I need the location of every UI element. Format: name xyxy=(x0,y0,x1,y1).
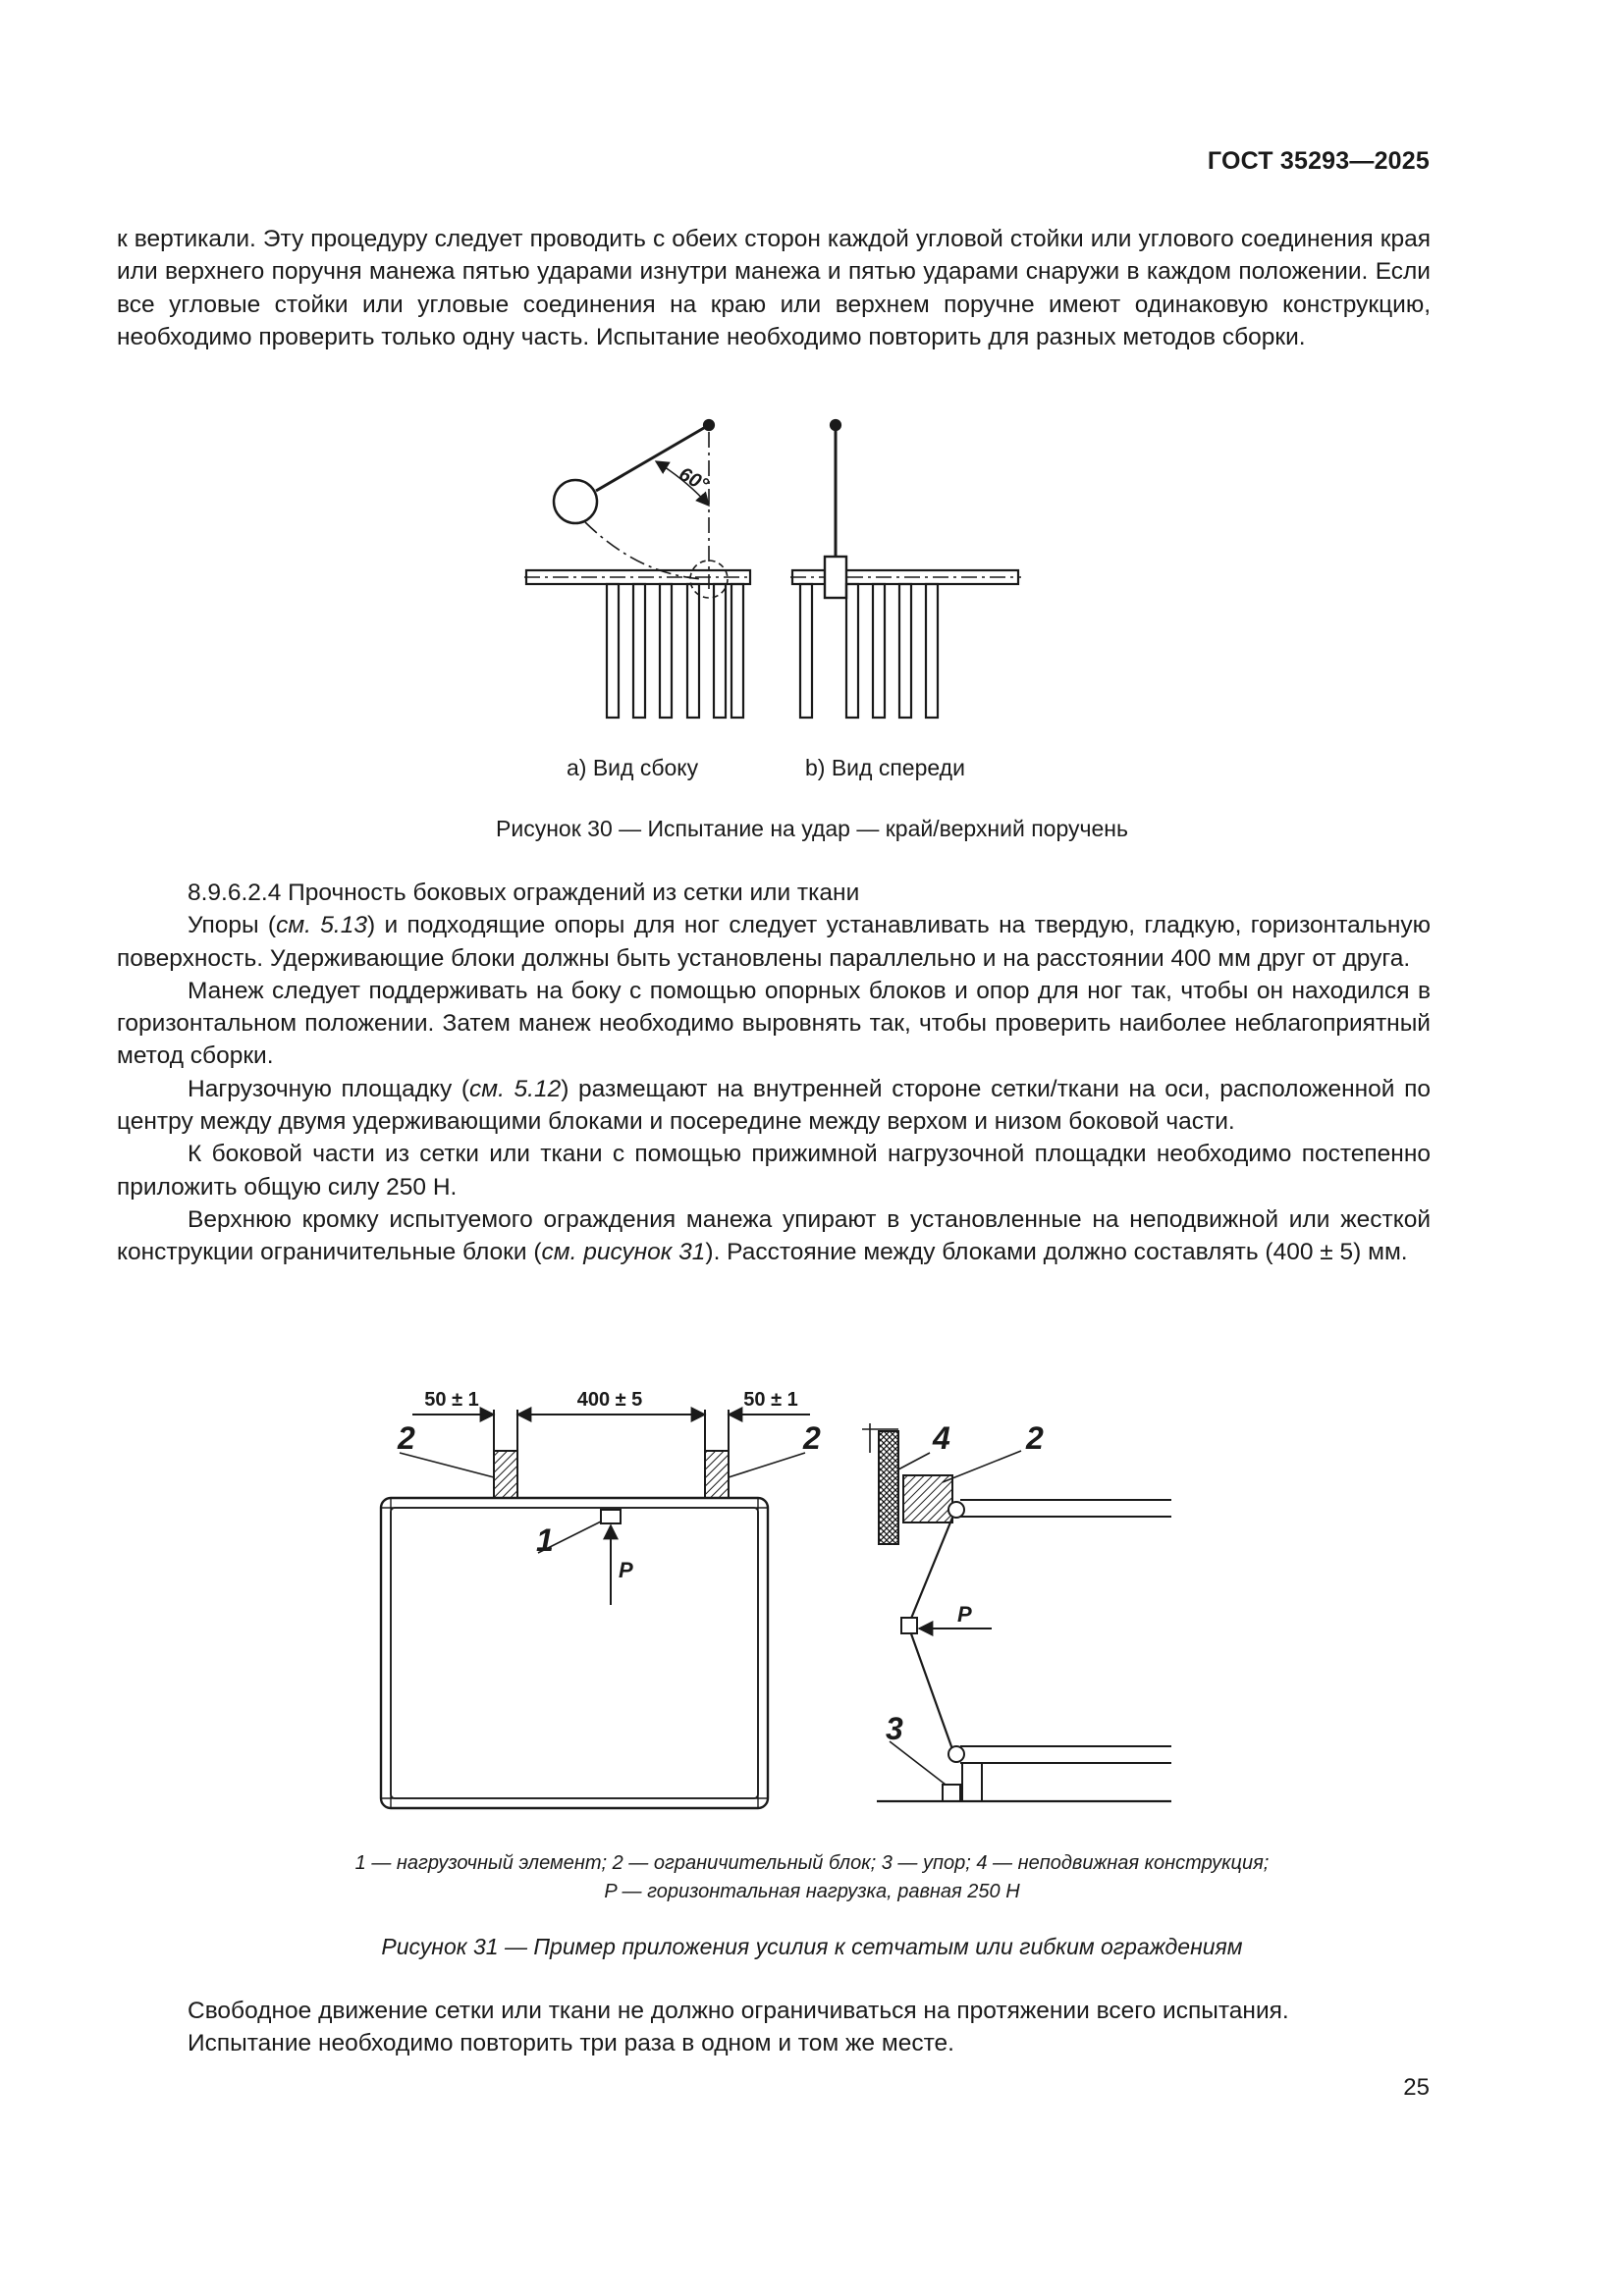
figure-30-subcaption-b: b) Вид спереди xyxy=(805,755,965,780)
legend-line-2: P — горизонтальная нагрузка, равная 250 Н xyxy=(604,1881,1020,1902)
figure-30-subcaption-a: a) Вид сбоку xyxy=(567,755,699,780)
callout-3: 3 xyxy=(886,1711,903,1746)
side-frame-outer xyxy=(381,1498,768,1808)
stop-block xyxy=(943,1785,960,1801)
dim-label-left: 50 ± 1 xyxy=(424,1389,479,1411)
section-body xyxy=(117,877,1431,1269)
angle-label: 60° xyxy=(675,462,712,497)
load-label-side: P xyxy=(957,1602,972,1627)
side-slats xyxy=(607,584,743,718)
paragraph-supports: Упоры (см. 5.13) и подходящие опоры для ног следует устанавливать на твердую, гладкую, горизонтальную поверхность. Удерживающие блоки должны быть установлены параллельно и на расстоянии 400 мм друг от друга. xyxy=(117,912,1431,972)
load-element-side xyxy=(901,1618,917,1633)
upper-hinge xyxy=(948,1502,964,1518)
paragraph-force: К боковой части из сетки или ткани с помощью прижимной нагрузочной площадки необходимо постепенно приложить общую силу 250 Н. xyxy=(117,1141,1431,1201)
limiting-block-right xyxy=(705,1451,729,1498)
callout-4: 4 xyxy=(933,1420,950,1456)
page-number: 25 xyxy=(1403,2074,1430,2101)
intro-text: к вертикали. Эту процедуру следует проводить с обеих сторон каждой угловой стойки или углового соединения края или верхнего поручня манежа пятью ударами изнутри манежа и пятью ударами снаружи в каждом положении. Если все угловые стойки или угловые соединения на краю или верхнем поручне имеют одинаковую конструкцию, необходимо проверить только одну часть. Испытание необходимо повторить для разных методов сборки. xyxy=(117,226,1431,350)
callout-1: 1 xyxy=(536,1522,554,1558)
load-element xyxy=(601,1510,621,1523)
legend-line-1: 1 — нагрузочный элемент; 2 — ограничительный блок; 3 — упор; 4 — неподвижная конструкция; xyxy=(354,1852,1270,1874)
figure-31-legend xyxy=(0,1849,1624,1906)
callout-2-side: 2 xyxy=(1026,1420,1044,1456)
limiting-block-side xyxy=(903,1475,952,1522)
reference-5-13: см. 5.13 xyxy=(276,912,367,939)
paragraph-blocks: Верхнюю кромку испытуемого ограждения манежа упирают в установленные на неподвижной или жесткой конструкции ограничительные блоки (см. рисунок 31). Расстояние между блоками должно составлять (400 ± 5) мм. xyxy=(117,1205,1431,1266)
reference-5-12: см. 5.12 xyxy=(469,1075,562,1102)
paragraph-positioning: Манеж следует поддерживать на боку с помощью опорных блоков и опор для ног так, чтобы он находился в горизонтальном положении. Затем манеж необходимо выровнять так, чтобы проверить наиболее неблагоприятный метод сборки. xyxy=(117,977,1431,1070)
fixed-structure xyxy=(879,1431,898,1544)
limiting-block-left xyxy=(494,1451,517,1498)
paragraph-load-pad: Нагрузочную площадку (см. 5.12) размещают на внутренней стороне сетки/ткани на оси, расположенной по центру между двумя удерживающими блоками и посередине между верхом и низом боковой части. xyxy=(117,1075,1431,1136)
closing-line-2: Испытание необходимо повторить три раза в одном и том же месте. xyxy=(188,2030,954,2057)
front-impactor xyxy=(825,557,846,598)
front-slats xyxy=(800,584,938,718)
figure-30-caption: Рисунок 30 — Испытание на удар — край/верхний поручень xyxy=(496,816,1128,841)
callout-2-left: 2 xyxy=(398,1420,415,1456)
figure-31-caption: Рисунок 31 — Пример приложения усилия к сетчатым или гибким ограждениям xyxy=(381,1934,1243,1959)
pendulum-pivot xyxy=(704,420,714,430)
figure-30-drawing xyxy=(0,412,1624,726)
closing-line-1: Свободное движение сетки или ткани не должно ограничиваться на протяжении всего испытания. xyxy=(188,1998,1289,2024)
dim-label-middle: 400 ± 5 xyxy=(576,1389,643,1411)
reference-figure-31: см. рисунок 31 xyxy=(541,1239,706,1266)
section-heading: 8.9.6.2.4 Прочность боковых ограждений из сетки или ткани xyxy=(188,880,860,906)
load-label-front: P xyxy=(619,1558,633,1582)
standard-header: ГОСТ 35293—2025 xyxy=(1207,147,1430,175)
intro-paragraph xyxy=(117,223,1431,353)
figure-31-drawing xyxy=(0,1384,1624,1816)
dim-label-right: 50 ± 1 xyxy=(743,1389,798,1411)
lower-hinge xyxy=(948,1746,964,1762)
closing-paragraph xyxy=(117,1995,1431,2060)
side-frame-inner xyxy=(391,1508,758,1798)
impactor-ball xyxy=(554,480,597,523)
callout-2-right: 2 xyxy=(803,1420,821,1456)
